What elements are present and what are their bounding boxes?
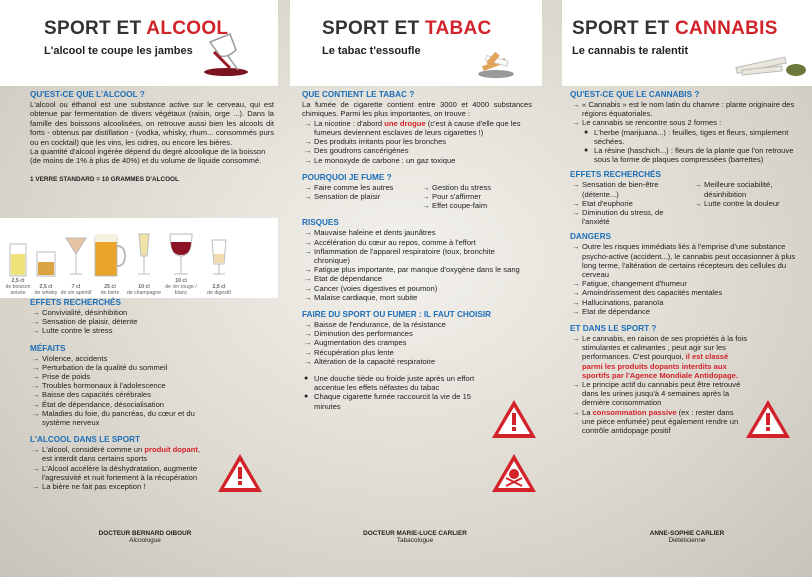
list-item: → La consommation passive (ex : rester dans une pièce enfumée) peut également rendre un contrôle antidopage positif [570, 408, 748, 436]
glass-label: 2,5 cl de digestif [207, 284, 231, 296]
glass-whisky-icon [32, 238, 60, 278]
paragraph: L'alcool ou éthanol est une substance active sur le cerveau, qui est obtenue par fermentation de divers végétaux (raisin, orge ...). Dans la famille des boissons alcoolisées, on retrouve aussi bien les alcools dit forts - obtenus par distillation - (vodka, whisky, rhum... consommés purs ou en cocktail) que les vins, les cidres, ou encore les bières. [30, 100, 274, 147]
contient-list [302, 119, 532, 165]
list-item: → Baisse des capacités cérébrales [30, 390, 274, 399]
list-item: → Accélération du cœur au repos, comme à l'effort [302, 238, 532, 247]
list-item: → Le principe actif du cannabis peut être retrouvé dans les urines jusqu'à 4 semaines après la dernière consommation [570, 380, 748, 408]
list-item: → Hallucinations, paranoïa [570, 298, 806, 307]
cannabis-header [562, 0, 812, 86]
list-item: → État de dépendance, désocialisation [30, 400, 274, 409]
list-item: → Sensation de bien-être (détente...) [570, 180, 692, 198]
list-item: → Troubles hormonaux à l'adolescence [30, 381, 274, 390]
list-item: → L'alcool, considéré comme un produit dopant, est interdit dans certains sports [30, 445, 202, 463]
list-item: → Etat de dépendance [302, 274, 532, 283]
list-item: → Lutte contre le stress [30, 326, 274, 335]
list-item: → Fatigue, changement d'humeur [570, 279, 806, 288]
list-item: → Mauvaise haleine et dents jaunâtres [302, 228, 532, 237]
beer-mug-icon [92, 230, 126, 278]
list-item: → Sensation de plaisir [302, 192, 420, 201]
list-item: → Meilleure sociabilité, désinhibition [692, 180, 792, 198]
glass-anise-icon [4, 238, 32, 278]
list-item: → Maladies du foie, du pancréas, du cœur et du système nerveux [30, 409, 202, 427]
list-item: → Etat de dépendance [570, 307, 806, 316]
skull-danger-icon [490, 452, 538, 494]
list-item: → Malaise cardiaque, mort subite [302, 293, 532, 302]
cannabis-content [570, 90, 806, 435]
cannabis-column [562, 0, 812, 577]
tabac-column [290, 0, 542, 577]
tabac-header [290, 0, 542, 86]
dangers-list [570, 242, 806, 316]
alcool-intro [30, 90, 274, 183]
effets-left-list [570, 180, 692, 226]
section-heading: FAIRE DU SPORT OU FUMER : IL FAUT CHOISIR [302, 310, 492, 320]
cannabis-forms-list [570, 128, 806, 165]
list-item: → Récupération plus lente [302, 348, 482, 357]
warning-triangle-icon [216, 452, 264, 494]
list-item: → La nicotine : d'abord une drogue (c'est à cause d'elle que les fumeurs deviennent esclaves de leurs cigarettes !) [302, 119, 532, 137]
cannabis-signature: ANNE-SOPHIE CARLIER Diététicienne [649, 530, 725, 544]
tabac-facts-list [302, 374, 482, 411]
alcool-subtitle: L'alcool te coupe les jambes [44, 45, 193, 57]
list-item: → Outre les risques immédiats liés à l'emprise d'une substance psycho-active (accident...), le cannabis peut occasionner à plus long terme, l'altération de certains récepteurs des cellules du cerveau [570, 242, 806, 279]
list-item: → Gestion du stress [420, 183, 491, 192]
list-item: → Le cannabis, en raison de ses propriétés à la fois stimulantes et calmantes , peut agir sur les performances. C'est pourquoi, il est classé parmi les produits dopants interdits aux sportifs par l'Agence Mondiale Antidopage. [570, 334, 748, 380]
section-heading: EFFETS RECHERCHÉS [570, 170, 661, 180]
choisir-list [302, 320, 482, 366]
tabac-subtitle: Le tabac t'essoufle [322, 45, 421, 57]
mefaits-list [30, 354, 274, 428]
standard-glasses-chart [0, 218, 278, 298]
list-item: → Augmentation des crampes [302, 338, 482, 347]
section-heading: QUE CONTIENT LE TABAC ? [302, 90, 415, 99]
spilled-glass-icon [200, 28, 252, 78]
list-item: → Perturbation de la qualité du sommeil [30, 363, 274, 372]
standard-glass-label: 1 VERRE STANDARD = 10 GRAMMES D'ALCOOL [30, 175, 179, 183]
list-item: → Baisse de l'endurance, de la résistance [302, 320, 482, 329]
list-item: ● La résine (haschich...) : fleurs de la plante que l'on retrouve sous la forme de plaques compressées (barrettes) [582, 146, 806, 164]
glass-label: 2,5 cl de whisky [34, 284, 58, 296]
cannabis-sport-list [570, 334, 748, 435]
digestif-glass-icon [206, 234, 232, 278]
list-item: → Le cannabis se rencontre sous 2 formes : [570, 118, 806, 127]
list-item: → Diminution des performances [302, 329, 482, 338]
alcool-column [0, 0, 278, 577]
list-item: ● Une douche tiède ou froide juste après un effort accentue les effets néfastes du tabac [302, 374, 482, 392]
cannabis-effets-lists [570, 180, 806, 226]
section-heading: ET DANS LE SPORT ? [570, 324, 657, 334]
glass-label: 10 cl de vin rouge / blanc [165, 278, 197, 296]
section-heading: DANGERS [570, 232, 611, 242]
list-item: → Des goudrons cancérigènes [302, 146, 532, 155]
warning-triangle-icon [744, 398, 792, 440]
glass-label: 25 cl de bière [100, 284, 120, 296]
list-item: → Sensation de plaisir, détente [30, 317, 274, 326]
champagne-flute-icon [132, 230, 156, 278]
alcool-title: SPORT ET ALCOOL [44, 18, 229, 39]
section-heading: RISQUES [302, 218, 339, 228]
glass-aperitif-icon [62, 234, 90, 278]
pourquoi-right-list [420, 183, 491, 211]
list-item: ● L'herbe (marijuana...) : feuilles, tiges et fleurs, simplement séchées. [582, 128, 806, 146]
cannabis-subtitle: Le cannabis te ralentit [572, 45, 689, 57]
list-item: → Inflammation de l'appareil respiratoire (toux, bronchite chronique) [302, 247, 532, 265]
glass-label: 7 cl de vin apéritif [60, 284, 92, 296]
list-item: → Etat d'euphorie [570, 199, 692, 208]
list-item: → Effet coupe-faim [420, 201, 491, 210]
list-item: → L'Alcool accélère la déshydratation, augmente l'agressivité et nuit fortement à la récupération [30, 464, 202, 482]
section-heading: EFFETS RECHERCHÉS [30, 298, 121, 307]
list-item: → Altération de la capacité respiratoire [302, 357, 482, 366]
list-item: → Diminution du stress, de l'anxiété [570, 208, 692, 226]
paragraph: La fumée de cigarette contient entre 3000 et 4000 substances chimiques. Parmi les plus importantes, on trouve : [302, 100, 532, 119]
effets-list [30, 308, 274, 336]
cigarette-butts-icon [476, 40, 516, 80]
joint-icon [732, 48, 808, 82]
cannabis-intro-list [570, 100, 806, 128]
tabac-title: SPORT ET TABAC [322, 18, 492, 39]
list-item: → Pour s'affirmer [420, 192, 491, 201]
effets-right-list [692, 180, 792, 226]
list-item: → Faire comme les autres [302, 183, 420, 192]
paragraph: La quantité d'alcool ingérée dépend du degré alcoolique de la boisson (de moins de 1% à plus de 40%) et du volume de liquide consommé. [30, 147, 266, 166]
list-item: → Des produits irritants pour les bronches [302, 137, 532, 146]
section-heading: MÉFAITS [30, 343, 66, 353]
section-heading: QU'EST-CE QUE LE CANNABIS ? [570, 90, 700, 99]
list-item: → Amoindrissement des capacités mentales [570, 288, 806, 297]
pourquoi-lists [302, 183, 532, 211]
alcool-signature: DOCTEUR BERNARD OIBOUR Alcoologue [98, 530, 192, 544]
list-item: → Prise de poids [30, 372, 274, 381]
list-item: → Fatigue plus importante, par manque d'oxygène dans le sang [302, 265, 532, 274]
list-item: ● Chaque cigarette fumée raccourcit la vie de 15 minutes [302, 392, 482, 410]
risques-list [302, 228, 532, 302]
list-item: → Cancer (voies digestives et poumon) [302, 284, 532, 293]
wine-glass-icon [166, 230, 196, 278]
cannabis-title: SPORT ET CANNABIS [572, 18, 778, 39]
pourquoi-left-list [302, 183, 420, 211]
list-item: → Violence, accidents [30, 354, 274, 363]
list-item: → La bière ne fait pas exception ! [30, 482, 202, 491]
tabac-signature: DOCTEUR MARIE-LUCE CARLIER Tabacologue [363, 530, 467, 544]
alcool-header [0, 0, 278, 86]
section-heading: QU'EST-CE QUE L'ALCOOL ? [30, 90, 145, 99]
alcool-sport-list [30, 445, 202, 491]
glass-label: 2,5 cl de boisson anisée [5, 278, 31, 296]
list-item: → Le monoxyde de carbone : un gaz toxique [302, 156, 532, 165]
list-item: → Convivialité, désinhibition [30, 308, 274, 317]
warning-triangle-icon [490, 398, 538, 440]
section-heading: L'ALCOOL DANS LE SPORT [30, 435, 141, 445]
glass-label: 10 cl de champagne [126, 284, 162, 296]
list-item: → Lutte contre la douleur [692, 199, 792, 208]
tabac-content [302, 90, 532, 411]
section-heading: POURQUOI JE FUME ? [302, 172, 392, 182]
list-item: → « Cannabis » est le nom latin du chanvre : plante originaire des régions équatoriales. [570, 100, 806, 118]
